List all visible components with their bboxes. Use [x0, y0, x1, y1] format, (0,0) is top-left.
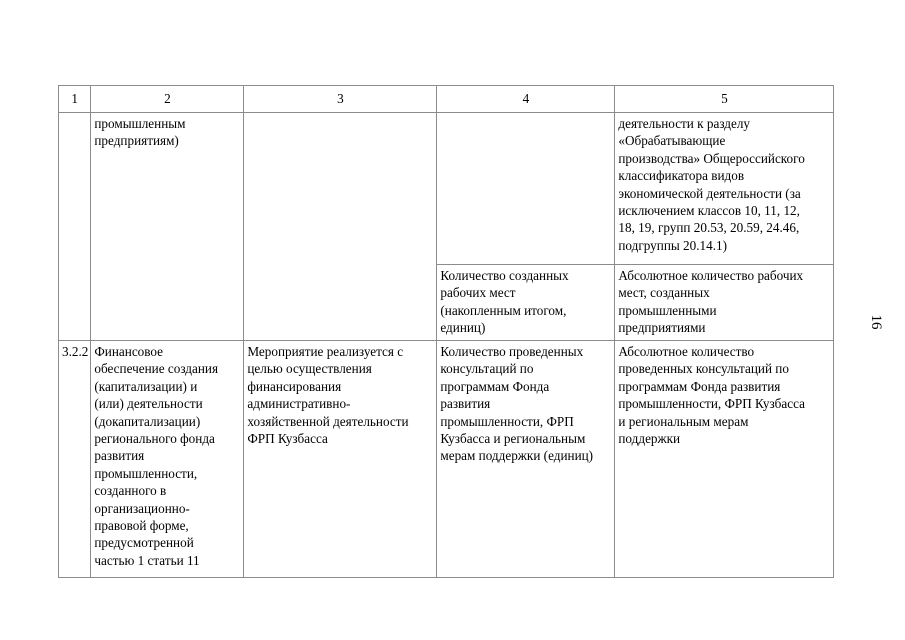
row-number-cell — [59, 341, 91, 578]
indicator-definition-text: деятельности к разделу «Обрабатывающие производства» Общероссийского классификатора видов экономической деятельности (за исключением классов 10, 11, 12, 18, 19, групп 20.53, 20.59, 24.46, подгруппы 20.14.1) — [618, 116, 805, 253]
measure-description-cell — [91, 341, 244, 578]
measures-table — [58, 85, 834, 578]
indicator-cell — [437, 113, 615, 265]
measure-description-cell — [91, 113, 244, 341]
indicator-cell — [437, 265, 615, 341]
measure-goal-cell — [244, 341, 437, 578]
column-number-row — [59, 86, 834, 113]
column-number-5: 5 — [615, 86, 834, 113]
column-number-4: 4 — [437, 86, 615, 113]
measure-goal-cell — [244, 113, 437, 341]
indicator-text: Количество созданных рабочих мест (накопленным итогом, единиц) — [440, 268, 569, 336]
indicator-definition-cell — [615, 113, 834, 265]
measure-goal-text: Мероприятие реализуется с целью осуществления финансирования административно- хозяйственной деятельности ФРП Кузбасса — [247, 344, 409, 447]
table-row-3-2-2 — [59, 341, 834, 578]
column-number-1: 1 — [59, 86, 91, 113]
indicator-definition-text: Абсолютное количество рабочих мест, созданных промышленными предприятиями — [618, 268, 804, 336]
row-number-cell — [59, 113, 91, 341]
table-row-continuation — [59, 113, 834, 265]
indicator-definition-cell — [615, 341, 834, 578]
indicator-definition-cell — [615, 265, 834, 341]
measure-description-text: Финансовое обеспечение создания (капитализации) и (или) деятельности (докапитализации) регионального фонда развития промышленности, созданного в организационно- правовой форме, предусмотренной частью 1 статьи 11 — [94, 344, 219, 568]
measure-description-text: промышленным предприятиям) — [94, 116, 186, 149]
indicator-text: Количество проведенных консультаций по программам Фонда развития промышленности, ФРП Кузбасса и региональным мерам поддержки (единиц) — [440, 344, 594, 464]
indicator-definition-text: Абсолютное количество проведенных консультаций по программам Фонда развития промышленности, ФРП Кузбасса и региональным мерам поддержки — [618, 344, 805, 447]
indicator-cell — [437, 341, 615, 578]
row-number-text: 3.2.2 — [62, 344, 89, 359]
page-number: 16 — [868, 314, 884, 330]
column-number-3: 3 — [244, 86, 437, 113]
column-number-2: 2 — [91, 86, 244, 113]
